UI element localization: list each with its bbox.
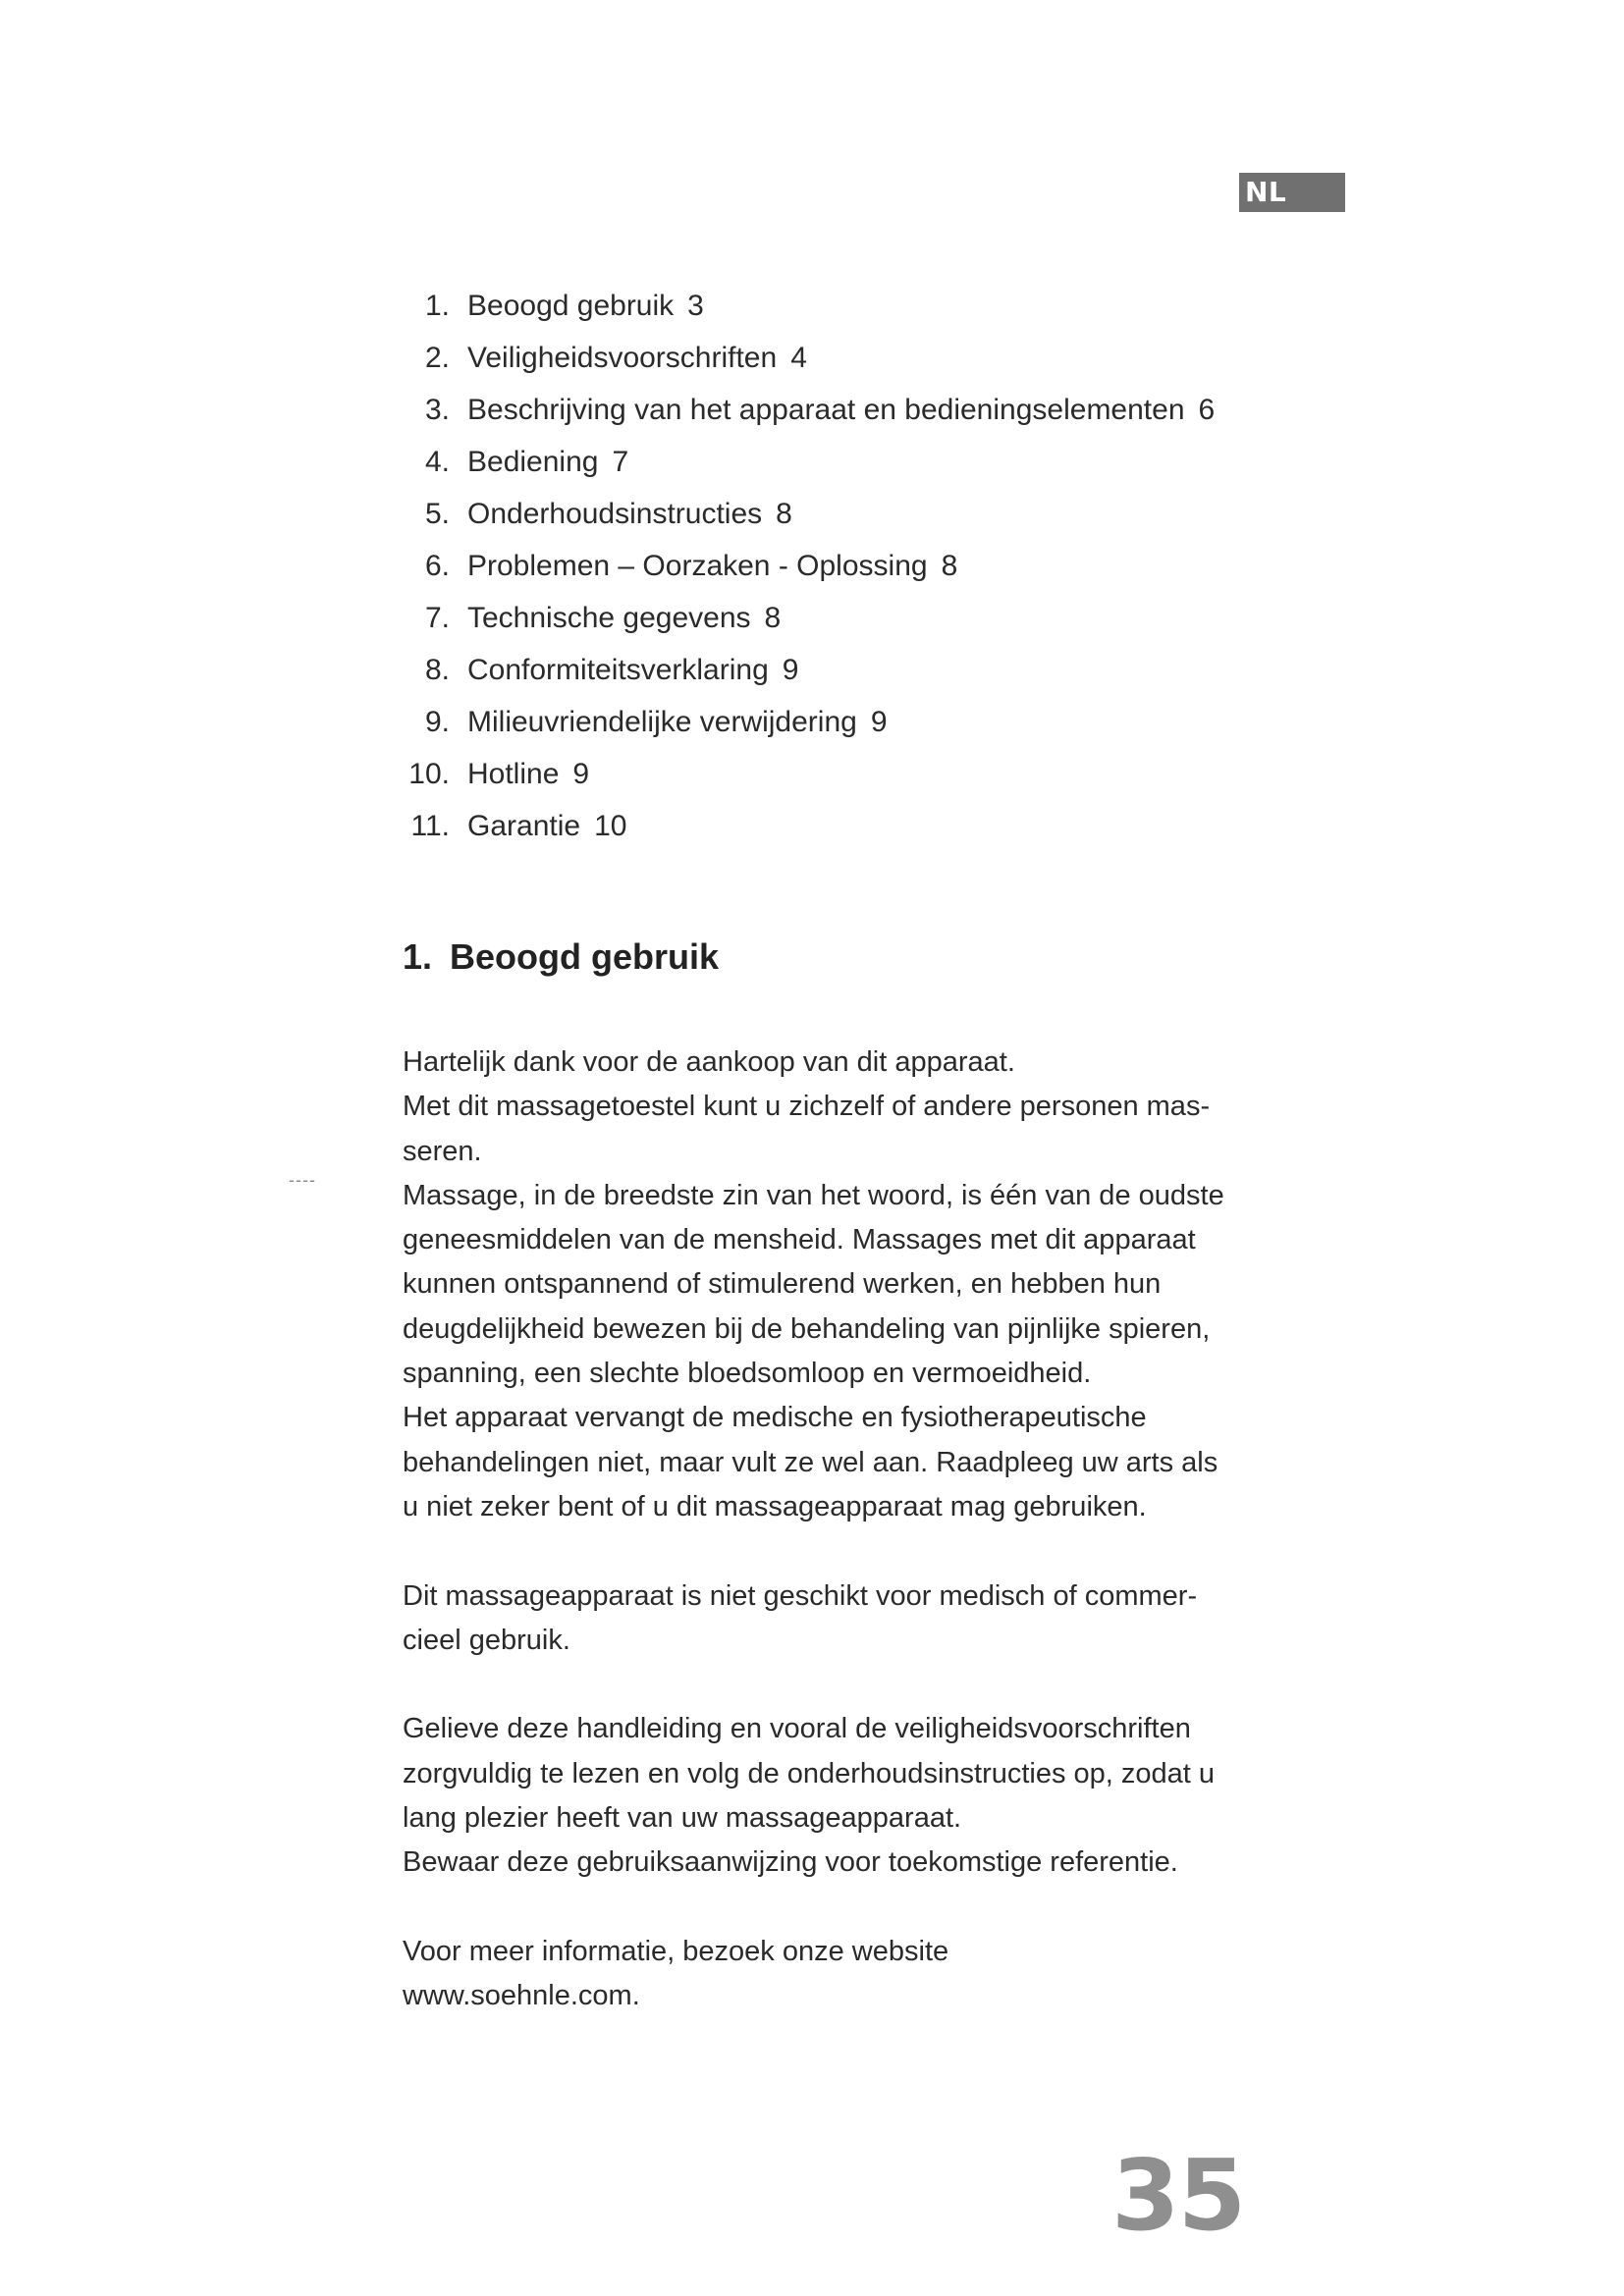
toc-item-title: Hotline	[467, 758, 560, 790]
toc-item-title: Garantie	[467, 810, 581, 842]
toc-item-number: 3.	[424, 394, 450, 426]
text-line: Gelieve deze handleiding en vooral de veiligheidsvoorschriften	[403, 1713, 1191, 1745]
toc-item-number: 9.	[424, 706, 450, 738]
toc-item-number: 11.	[410, 810, 450, 842]
toc-item-number: 1.	[424, 290, 450, 322]
text-line: Dit massageapparaat is niet geschikt voor medisch of commer-	[403, 1579, 1198, 1612]
toc-item-title: Beoogd gebruik	[467, 290, 675, 322]
toc-item-title: Beschrijving van het apparaat en bedieningselementen	[467, 394, 1185, 426]
toc-item-page: 3	[687, 290, 704, 322]
toc-item-page: 6	[1198, 394, 1216, 426]
toc-item	[373, 540, 1316, 592]
text-line: spanning, een slechte bloedsomloop en vermoeidheid.	[403, 1358, 1092, 1390]
toc-item-page: 8	[776, 498, 792, 530]
toc-item	[373, 644, 1316, 696]
text-line: seren.	[403, 1135, 482, 1167]
toc-item-page: 4	[790, 342, 807, 374]
toc-item-title: Conformiteitsverklaring	[467, 654, 769, 686]
toc-item-number: 2.	[424, 342, 450, 374]
toc-item	[373, 488, 1316, 540]
toc-item-page: 8	[941, 550, 958, 582]
toc-item	[373, 696, 1316, 748]
toc-item	[373, 592, 1316, 644]
body-text	[403, 1041, 1247, 2063]
text-line: Het apparaat vervangt de medische en fysiotherapeutische	[403, 1402, 1147, 1434]
text-line: Massage, in de breedste zin van het woord, is één van de oudste	[403, 1179, 1224, 1211]
text-line: deugdelijkheid bewezen bij de behandeling van pijnlijke spieren,	[403, 1312, 1211, 1345]
toc-item-title: Veiligheidsvoorschriften	[467, 342, 778, 374]
toc-item-title: Milieuvriendelijke verwijdering	[467, 706, 857, 738]
table-of-contents	[373, 280, 1316, 852]
text-line: Met dit massagetoestel kunt u zichzelf of andere personen mas-	[403, 1091, 1211, 1123]
toc-item-page: 9	[870, 706, 888, 738]
margin-mark: ----	[289, 1170, 316, 1190]
text-line: Bewaar deze gebruiksaanwijzing voor toekomstige referentie.	[403, 1846, 1178, 1879]
toc-item	[373, 384, 1316, 436]
paragraph	[403, 1707, 1247, 1885]
section-heading	[403, 933, 719, 982]
toc-item-page: 9	[572, 758, 590, 790]
website-link[interactable]: www.soehnle.com.	[403, 1980, 640, 2012]
toc-item-title: Problemen – Oorzaken - Oplossing	[467, 550, 928, 582]
text-line: cieel gebruik.	[403, 1624, 570, 1656]
text-line: zorgvuldig te lezen en volg de onderhoudsinstructies op, zodat u	[403, 1757, 1216, 1789]
text-line: kunnen ontspannend of stimulerend werken, en hebben hun	[403, 1268, 1162, 1301]
toc-item	[373, 436, 1316, 488]
toc-item-number: 5.	[424, 498, 450, 530]
toc-item	[373, 332, 1316, 384]
page-number: 35	[1111, 2138, 1245, 2253]
section-title: Beoogd gebruik	[450, 936, 720, 977]
text-line: behandelingen niet, maar vult ze wel aan. Raadpleeg uw arts als	[403, 1446, 1218, 1478]
toc-item-page: 7	[612, 446, 629, 478]
toc-item	[373, 280, 1316, 332]
toc-item	[373, 748, 1316, 800]
language-tab: NL	[1239, 173, 1345, 212]
text-line: geneesmiddelen van de mensheid. Massages met dit apparaat	[403, 1224, 1196, 1256]
toc-item-number: 7.	[424, 602, 450, 634]
section-number: 1.	[403, 936, 433, 977]
toc-item-title: Technische gegevens	[467, 602, 751, 634]
paragraph	[403, 1041, 1247, 1529]
toc-item-title: Onderhoudsinstructies	[467, 498, 763, 530]
toc-item-page: 9	[782, 654, 799, 686]
toc-item	[373, 800, 1316, 852]
toc-item-page: 10	[594, 810, 627, 842]
paragraph	[403, 1575, 1247, 1664]
toc-item-number: 8.	[424, 654, 450, 686]
toc-item-title: Bediening	[467, 446, 599, 478]
toc-item-number: 4.	[424, 446, 450, 478]
text-line: u niet zeker bent of u dit massageapparaat mag gebruiken.	[403, 1490, 1147, 1522]
paragraph	[403, 1930, 1247, 2019]
toc-item-number: 6.	[424, 550, 450, 582]
text-line: Hartelijk dank voor de aankoop van dit apparaat.	[403, 1046, 1015, 1078]
text-line: Voor meer informatie, bezoek onze website	[403, 1935, 949, 1967]
text-line: lang plezier heeft van uw massageapparaat.	[403, 1802, 962, 1835]
toc-item-page: 8	[764, 602, 782, 634]
toc-item-number: 10.	[408, 758, 450, 790]
